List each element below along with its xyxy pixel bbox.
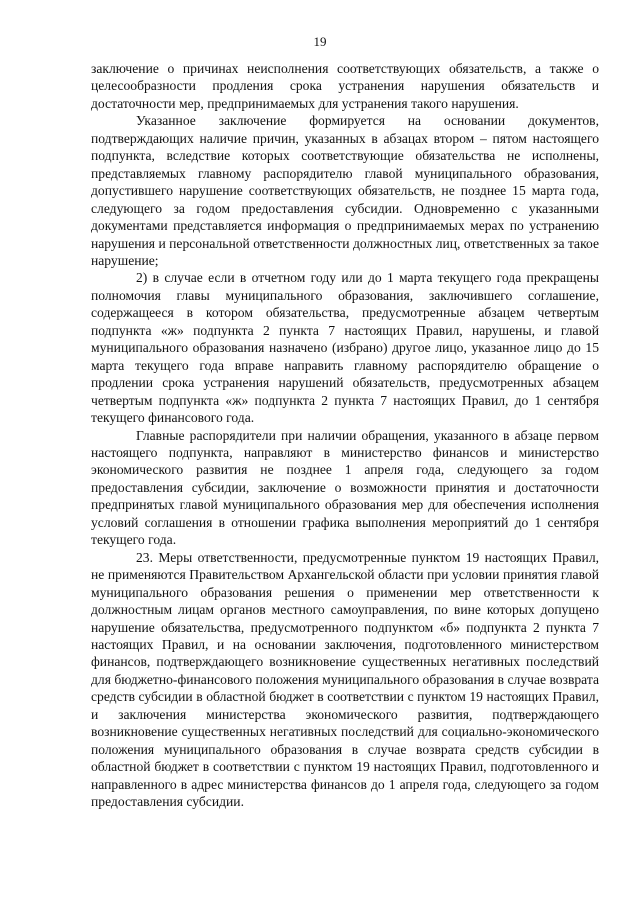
paragraph-item-23: 23. Меры ответственности, предусмотренные пунктом 19 настоящих Правил, не применяются Правительством Архангельской области при условии принятия главой муниципального образования решения о применении мер ответственности к должностным лицам органов местного самоуправления, по вине которых допущено нарушение обязательства, предусмотренного подпунктом «б» подпункта 2 пункта 7 настоящих Правил, и на основании заключения, подготовленного министерством финансов, подтверждающего возникновение существенных негативных последствий для бюджетно-финансового положения муниципального образования в случае возврата средств субсидии в областной бюджет в соответствии с пунктом 19 настоящих Правил, и заключения министерства экономического развития, подтверждающего возникновение существенных негативных последствий для социально-экономического положения муниципального образования в случае возврата средств субсидии в областной бюджет в соответствии с пунктом 19 настоящих Правил, подготовленного и направленного в адрес министерства финансов до 1 апреля года, следующего за годом предоставления субсидии. [91, 549, 599, 810]
paragraph-continuation: заключение о причинах неисполнения соответствующих обязательств, а также о целесообразности продления срока устранения нарушения обязательств и достаточности мер, предпринимаемых для устранения такого нарушения. [91, 61, 599, 111]
document-body [91, 60, 599, 810]
paragraph-item-2: 2) в случае если в отчетном году или до 1 марта текущего года прекращены полномочия главы муниципального образования, заключившего соглашение, содержащееся в котором обязательства, предусмотренные абзацем четвертым подпункта «ж» подпункта 2 пункта 7 настоящих Правил, нарушены, и главой муниципального образования назначено (избрано) другое лицо, указанное лицо до 15 марта текущего года вправе направить главному распорядителю обращение о продлении срока устранения нарушений обязательств, предусмотренных абзацем четвертым подпункта «ж» подпункта 2 пункта 7 настоящих Правил, до 1 сентября текущего финансового года. [91, 270, 599, 426]
paragraph-conclusion-basis: Указанное заключение формируется на основании документов, подтверждающих наличие причин, указанных в абзацах втором – пятом настоящего подпункта, вследствие которых соответствующие обязательства не исполнены, представляемых главному распорядителю главой муниципального образования, допустившего нарушение соответствующих обязательств, не позднее 15 марта года, следующего за годом предоставления субсидии. Одновременно с указанными документами представляется информация о предпринимаемых мерах по устранению нарушения и персональной ответственности должностных лиц, ответственных за такое нарушение; [91, 113, 599, 268]
paragraph-main-administrators: Главные распорядители при наличии обращения, указанного в абзаце первом настоящего подпункта, направляют в министерство финансов и министерство экономического развития не позднее 1 апреля года, следующего за годом предоставления субсидии, заключение о возможности принятия и достаточности предпринятых главой муниципального образования мер для обеспечения исполнения условий соглашения в отношении графика выполнения мероприятий до 1 сентября текущего года. [91, 427, 599, 548]
page-number: 19 [313, 34, 327, 49]
